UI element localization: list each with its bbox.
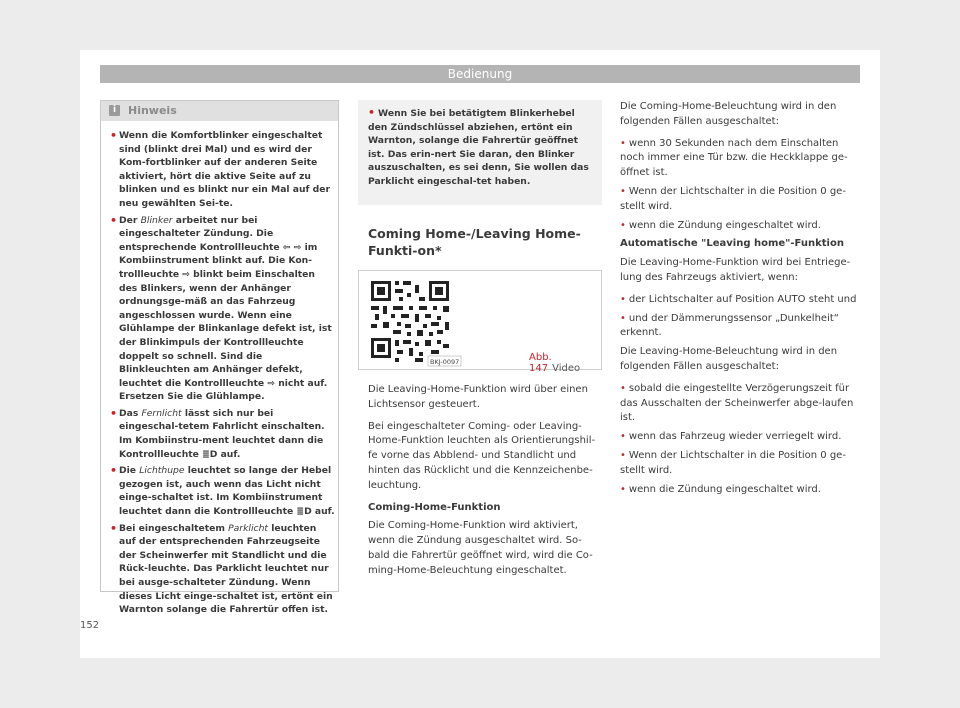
- warning-text: • Wenn Sie bei betätigtem Blinkerhebel den Zündschlüssel abziehen, ertönt ein Warnton, solange die Fahrertür geöffnet ist. Das erin-nert Sie daran, den Blinker auszuschalten, es sei denn, Sie wollen das Parklicht eingeschal-tet haben.: [368, 106, 589, 187]
- list-item: • und der Dämmerungssensor „Dunkelheit“ erkennt.: [620, 312, 839, 339]
- column-2-text: [368, 383, 603, 586]
- list-item: • Wenn die Komfortblinker eingeschaltet sind (blinkt drei Mal) und es wird der Kom-fortblinker auf der anderen Seite aktiviert, hört die aktive Seite auf zu blinken und es blinkt nur ein Mal auf der neu gewählten Sei-te.: [110, 129, 331, 209]
- hint-header: [101, 101, 338, 121]
- figure-box: [358, 270, 602, 374]
- column-3-text: [620, 100, 865, 501]
- hint-body: [110, 129, 335, 617]
- figure-number[interactable]: Abb. 147: [529, 352, 552, 374]
- paragraph: Die Leaving-Home-Funktion wird bei Entriege-lung des Fahrzeugs aktiviert, wenn:: [620, 257, 851, 283]
- list-item: • sobald die eingestellte Verzögerungszeit für das Ausschalten der Scheinwerfer abge-laufen ist.: [620, 382, 854, 424]
- list-item: • wenn die Zündung eingeschaltet wird.: [620, 483, 821, 495]
- paragraph: Die Leaving-Home-Funktion wird über einen Lichtsensor gesteuert.: [368, 384, 588, 410]
- qr-label: BKJ-0097: [430, 358, 460, 366]
- list-item: • wenn das Fahrzeug wieder verriegelt wird.: [620, 431, 842, 443]
- list-item: • Wenn der Lichtschalter in die Position 0 ge-stellt wird.: [620, 185, 846, 212]
- list-item: • Bei eingeschaltetem Parklicht leuchten auf der entsprechenden Fahrzeugseite der Scheinwerfer mit Standlicht und die Rück-leuchte. Das Parklicht leuchtet nur bei ausge-schalteter Zündung. Wenn dieses Licht einge-schaltet ist, ertönt ein Warnton solange die Fahrertür offen ist.: [110, 521, 333, 616]
- list-item: • Der Blinker arbeitet nur bei eingeschalteter Zündung. Die entsprechende Kontrollleuchte ⇦ ⇨ im Kombiinstrument blinkt auf. Die Kon-trollleuchte ⇨ blinkt beim Einschalten des Blinkers, wenn der Anhänger ordnungsge-mäß an das Fahrzeug angeschlossen wurde. Wenn eine Glühlampe der Blinkanlage defekt ist, ist der Blinkimpuls der Kontrollleuchte doppelt so schnell. Sind die Blinkleuchten am Anhänger defekt, leuchtet die Kontrollleuchte ⇨ nicht auf. Ersetzen Sie die Glühlampe.: [110, 213, 332, 403]
- list-item: • Die Lichthupe leuchtet so lange der Hebel gezogen ist, auch wenn das Licht nicht einge-schaltet ist. Im Kombiinstrument leuchtet dann die Kontrollleuchte ≣D auf.: [110, 464, 335, 518]
- list-item: • wenn 30 Sekunden nach dem Einschalten noch immer eine Tür bzw. die Heckklappe ge-öffnet ist.: [620, 137, 848, 179]
- qr-code[interactable]: [367, 278, 462, 368]
- figure-caption: [529, 352, 601, 374]
- hint-title: Hinweis: [128, 104, 177, 117]
- hint-box: [100, 100, 339, 616]
- list-item: • der Lichtschalter auf Position AUTO steht und: [620, 293, 857, 305]
- list-item: • Wenn der Lichtschalter in die Position 0 ge-stellt wird.: [620, 449, 846, 476]
- warning-box: [358, 100, 602, 205]
- paragraph: Bei eingeschalteter Coming- oder Leaving-Home-Funktion leuchten als Orientierungshil-fe vorne das Abblend- und Standlicht und hinten das Rücklicht und die Kennzeichenbe-leuchtung.: [368, 420, 596, 491]
- list-item: • wenn die Zündung eingeschaltet wird.: [620, 219, 821, 231]
- info-icon: i: [109, 105, 120, 116]
- section-heading: Coming Home-/Leaving Home-Funkti-on*: [368, 226, 581, 258]
- subheading: Automatische "Leaving home"-Funktion: [620, 238, 844, 250]
- paragraph: Die Coming-Home-Beleuchtung wird in den folgenden Fällen ausgeschaltet:: [620, 101, 837, 127]
- page-number: 152: [80, 620, 100, 631]
- list-item: • Das Fernlicht lässt sich nur bei eingeschal-tetem Fahrlicht einschalten. Im Kombiinstru-ment leuchtet dann die Kontrollleuchte ≣D auf.: [110, 406, 325, 460]
- paragraph: Die Leaving-Home-Beleuchtung wird in den folgenden Fällen ausgeschaltet:: [620, 346, 838, 372]
- subheading: Coming-Home-Funktion: [368, 501, 501, 513]
- figure-caption-text: Video: [552, 363, 581, 374]
- paragraph: Die Coming-Home-Funktion wird aktiviert, wenn die Zündung ausgeschaltet wird. So-bald die Fahrertür geöffnet wird, wird die Co-ming-Home-Beleuchtung eingeschaltet.: [368, 520, 593, 576]
- chapter-header: Bedienung: [100, 65, 860, 83]
